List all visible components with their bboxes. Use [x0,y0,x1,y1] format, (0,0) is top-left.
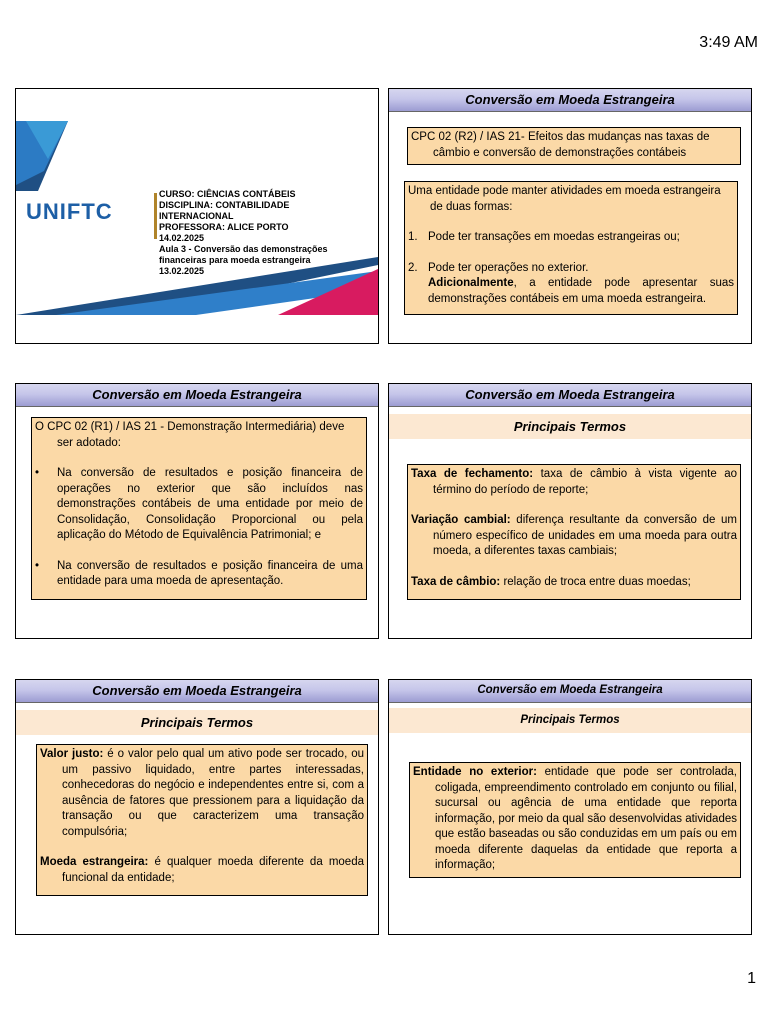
slide-3[interactable] [15,383,379,639]
slide-subtitle: Principais Termos [140,715,254,730]
bullet-glyph: • [35,467,40,479]
slide-subtitle: Principais Termos [513,419,627,434]
slide-5[interactable] [15,679,379,935]
logo-wordmark: UNIFTC [26,199,113,224]
slide-title-bar [389,384,751,407]
slide-title-bar [16,680,378,703]
cover-line: INTERNACIONAL [159,211,234,221]
term-foreign-entity [413,765,737,874]
term-exchange-rate [411,575,737,591]
slide-title: Conversão em Moeda Estrangeira [465,387,675,402]
subtitle-bar [389,708,751,733]
adoption-intro: O CPC 02 (R1) / IAS 21 - Demonstração Intermediária) deve ser adotado: [35,421,345,449]
additional-rest: , a entidade pode apresentar suas demonstrações contábeis em uma moeda estrangeira. [428,277,734,305]
additional-bold: Adicionalmente [428,277,514,289]
term-definition: taxa de câmbio à vista vigente ao término do período de reporte; [433,468,737,496]
terms-box [409,762,741,878]
cover-line: financeiras para moeda estrangeira [159,255,311,265]
cover-info [159,189,328,277]
bullet-text: Na conversão de resultados e posição financeira de operações no exterior que são incluídos nas demonstrações contábeis de uma entidade por meio de Consolidação, Consolidação Proporcional ou pela aplicação do Método de Equivalência Patrimonial; e [57,467,363,541]
intro-text: Uma entidade pode manter atividades em moeda estrangeira de duas formas: [408,185,721,213]
terms-box [407,464,741,600]
cover-line: Aula 3 - Conversão das demonstrações [159,244,328,254]
term-definition: entidade que pode ser controlada, coligada, empreendimento controlado em conjunto ou filial, sucursal ou agência de uma entidade que reporta informação, por meio da qual são desenvolvidas atividades que estão baseadas ou são conduzidas em um país ou em moeda diferente daquelas da entidade que reporta a informação; [435,766,737,871]
list-item-2 [408,261,734,277]
list-number: 1. [408,231,418,243]
slide-title: Conversão em Moeda Estrangeira [92,683,302,698]
cover-line: 13.02.2025 [159,266,205,276]
bullet-text: Na conversão de resultados e posição financeira de uma entidade para uma moeda de apresentação. [57,559,363,587]
bullet-glyph: • [35,559,40,572]
intro-box [404,181,738,315]
slide-title: Conversão em Moeda Estrangeira [465,92,675,107]
list-item-text: Pode ter operações no exterior. [428,261,589,274]
cpc-title-text: CPC 02 (R2) / IAS 21- Efeitos das mudanças nas taxas de câmbio e conversão de demonstrações contábeis [411,131,710,159]
term-label: Variação cambial: [411,514,511,526]
cover-line: CURSO: CIÊNCIAS CONTÁBEIS [159,189,296,199]
cover-line: PROFESSORA: ALICE PORTO [159,222,289,232]
term-label: Entidade no exterior: [413,766,537,778]
term-label: Taxa de câmbio: [411,575,501,588]
slide-title-bar [389,680,751,703]
term-definition: diferença resultante da conversão de um número específico de unidades em uma moeda para outra moeda, a diferentes taxas cambiais; [433,514,737,557]
slide-cover[interactable] [15,88,379,344]
bullet-item-2 [35,559,363,590]
term-fair-value [40,747,364,840]
term-label: Taxa de fechamento: [411,468,534,480]
list-item-1 [408,230,734,246]
list-item-text: Pode ter transações em moedas estrangeiras ou; [428,231,680,243]
bullet-item-1 [35,466,363,544]
slide-4[interactable] [388,383,752,639]
page-number: 1 [747,970,756,987]
terms-box [36,744,368,896]
slide-subtitle: Principais Termos [520,714,620,726]
cpc-title-box [407,127,741,165]
slide-title-bar [16,384,378,407]
list-number: 2. [408,261,418,274]
slide-title-bar [389,89,751,112]
uniftc-logo [26,199,113,225]
term-closing-rate [411,467,737,498]
additional-note [408,276,734,307]
subtitle-bar [16,710,378,735]
slide-2[interactable] [388,88,752,344]
adoption-box [31,417,367,600]
slide-6[interactable] [388,679,752,935]
slide-title: Conversão em Moeda Estrangeira [92,387,302,402]
term-definition: é qualquer moeda diferente da moeda funcional da entidade; [62,856,364,884]
cover-line: 14.02.2025 [159,233,205,243]
term-exchange-difference [411,513,737,560]
term-foreign-currency [40,855,364,886]
header-time: 3:49 AM [699,34,758,51]
term-label: Moeda estrangeira: [40,856,149,868]
cover-line: DISCIPLINA: CONTABILIDADE [159,200,290,210]
term-label: Valor justo: [40,748,104,760]
subtitle-bar [389,414,751,439]
term-definition: relação de troca entre duas moedas; [500,575,691,588]
term-definition: é o valor pelo qual um ativo pode ser trocado, ou um passivo liquidado, entre partes interessadas, conhecedoras do negócio e independentes entre si, com a ausência de fatores que pressionem para a liquidação da transação ou que caracterizem uma transação compulsória; [62,748,364,838]
slide-title: Conversão em Moeda Estrangeira [477,684,663,696]
cover-divider [154,193,157,239]
